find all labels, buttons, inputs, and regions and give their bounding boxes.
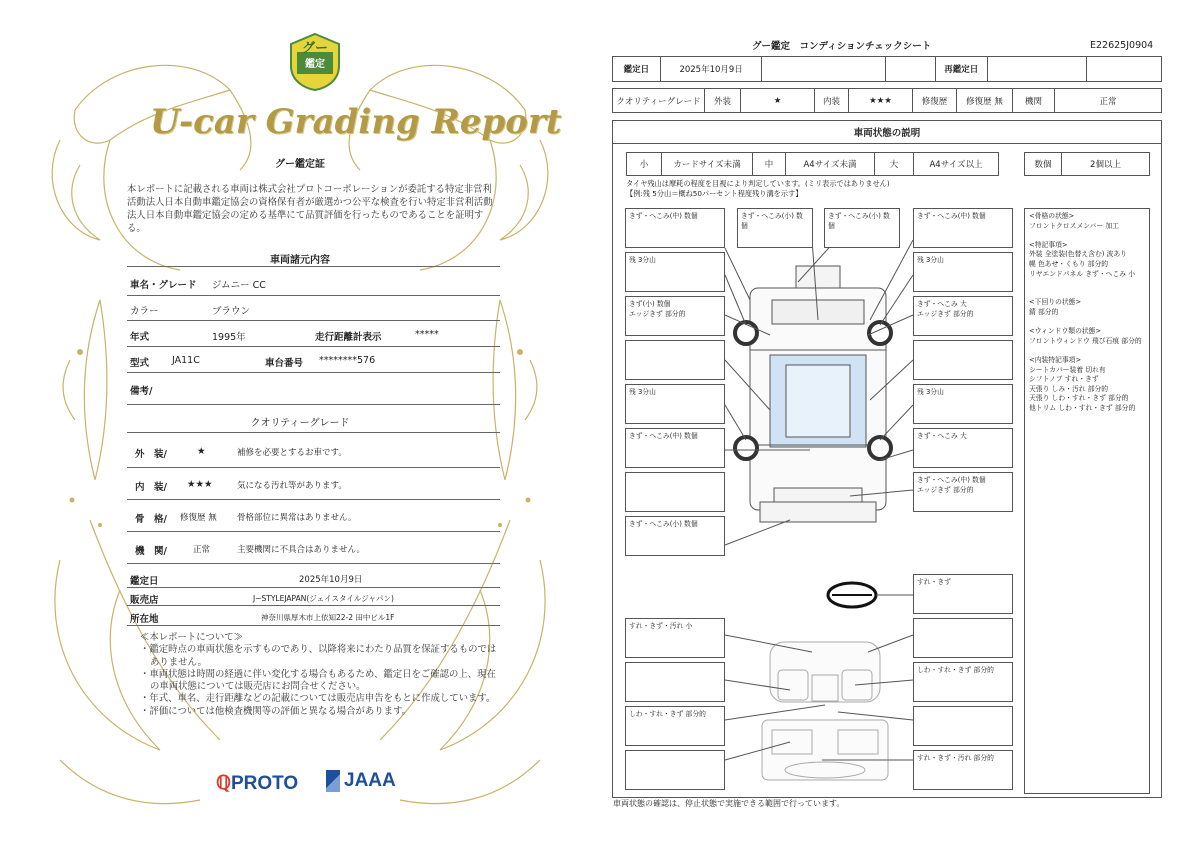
note-line xyxy=(1029,318,1145,328)
date-label: 鑑定日 xyxy=(613,57,661,81)
engine-desc: 主要機関に不具合はありません。 xyxy=(237,545,366,555)
damage-box-front-right: きず・へこみ(中) 数個 xyxy=(913,208,1013,248)
damage-box-right-door xyxy=(913,296,1013,336)
date-blank-2 xyxy=(886,57,936,81)
repair-label: 修復歴 xyxy=(913,89,957,112)
spec-top-rule xyxy=(127,266,500,267)
engine-grade: 正常 xyxy=(193,545,211,555)
report-notes xyxy=(140,632,500,718)
grade-row-interior xyxy=(127,468,500,500)
date-table xyxy=(612,56,1162,82)
jaaa-logo: JAAA xyxy=(326,770,396,792)
damage-box-rear xyxy=(913,472,1013,512)
repair-value: 修復歴 無 xyxy=(957,89,1013,112)
color-value: ブラウン xyxy=(212,306,251,317)
damage-box-top-1: きず・へこみ(小) 数個 xyxy=(737,208,813,248)
note-line: シートカバー装着 切れ有 xyxy=(1029,365,1106,374)
date-blank xyxy=(762,57,886,81)
damage-box-top-2: きず・へこみ(小) 数個 xyxy=(824,208,900,248)
note-line: <特記事項> xyxy=(1029,240,1068,249)
quality-grade-table xyxy=(612,88,1162,113)
damage-box-rear-left: きず・へこみ(中) 数個 xyxy=(625,428,725,468)
exterior-desc: 補修を必要とするお車です。 xyxy=(237,448,347,458)
note-line: <骨格の状態> xyxy=(1029,212,1075,220)
damage-line: エッジきず 部分的 xyxy=(917,486,974,494)
int-label: 内装 xyxy=(815,89,849,112)
interior-box-right-2: しわ・すれ・きず 部分的 xyxy=(913,662,1013,702)
address-value: 神奈川県厚木市上依知22-2 田中ビル1F xyxy=(261,613,395,622)
spec-row-color xyxy=(127,296,500,321)
condition-notes xyxy=(1024,208,1150,794)
model-label: 型式 xyxy=(130,358,150,369)
damage-line: きず(小) 数個 xyxy=(629,300,671,308)
exterior-grade: ★ xyxy=(197,446,206,457)
size-large-label: 大 xyxy=(874,152,914,176)
sheet-id: E22625J0904 xyxy=(1090,40,1154,51)
note-line: <内装特記事項> xyxy=(1029,355,1082,364)
info-row-date xyxy=(127,568,500,588)
interior-box-left-4 xyxy=(625,750,725,790)
sheet-title: グー鑑定 コンディションチェックシート xyxy=(752,41,932,52)
remarks-label: 備考/ xyxy=(130,386,153,397)
tyre-note xyxy=(626,179,890,199)
int-value: ★★★ xyxy=(849,89,913,112)
model-value: JA11C xyxy=(172,355,200,366)
logo-text-goo: グー xyxy=(301,41,328,56)
info-row-shop xyxy=(127,588,500,606)
spec-row-year xyxy=(127,321,500,347)
note-item: ・車両状態は時間の経過に伴い変化する場合もあるため、鑑定日をご確認の上、現在の車両状態については販売店にお問合せください。 xyxy=(140,668,496,693)
notes-title: ≪本レポートについて≫ xyxy=(140,632,243,643)
interior-box-left-3: しわ・すれ・きず 部分的 xyxy=(625,706,725,746)
size-mid-desc: A4サイズ未満 xyxy=(785,152,875,176)
interior-label: 内 装/ xyxy=(135,482,167,493)
name-value: ジムニー CC xyxy=(212,280,266,291)
ext-label: 外装 xyxy=(705,89,741,112)
grade-top-rule xyxy=(127,432,500,433)
damage-box-left-empty xyxy=(625,340,725,380)
note-item: ・年式、車名、走行距離などの記載については販売店申告をもとに作成しています。 xyxy=(140,693,496,705)
note-line: 外装 全塗装(色替え含む) 波あり xyxy=(1029,250,1127,259)
size-small-desc: カードサイズ未満 xyxy=(661,152,753,176)
address-label: 所在地 xyxy=(130,614,159,625)
tyre-note-line: タイヤ残山は摩耗の程度を目視により判定しています。(ミリ表示ではありません) xyxy=(626,179,890,188)
grade-row-engine xyxy=(127,532,500,564)
certificate-body: 本レポートに記載される車両は株式会社プロトコーポレーションが委託する特定非営利活動法人日本自動車鑑定協会の資格保有者が厳選かつ公平な検査を行い特定非営利活動法人日本自動車鑑定協会の定める基準にて品質評価を行ったものであることを証明する。 xyxy=(127,184,493,234)
exterior-label: 外 装/ xyxy=(135,449,167,460)
damage-line: きず・へこみ(中) 数個 xyxy=(917,476,986,484)
report-title: U-car Grading Report xyxy=(150,102,562,142)
qg-label: クオリティーグレード xyxy=(613,89,705,112)
note-line: フロントクロスメンバー 加工 xyxy=(1029,221,1119,230)
interior-box-right-1 xyxy=(913,618,1013,658)
interior-grade: ★★★ xyxy=(187,479,213,490)
logo-text-kantei: 鑑定 xyxy=(305,59,325,70)
note-line xyxy=(1029,289,1145,299)
engine-value: 正常 xyxy=(1099,96,1117,107)
damage-line: エッジきず 部分的 xyxy=(917,310,974,318)
spec-row-model xyxy=(127,347,500,373)
note-item: ・評価については他検査機関等の評価と異なる場合があります。 xyxy=(140,705,411,717)
tyre-box-rear-left: 残 3分山 xyxy=(625,384,725,424)
size-mid-label: 中 xyxy=(752,152,786,176)
engine-label: 機 関/ xyxy=(135,546,167,557)
note-line: 錆 部分的 xyxy=(1029,307,1059,316)
date-value: 2025年10月9日 xyxy=(661,57,763,81)
note-line xyxy=(1029,279,1145,289)
damage-box-left-door xyxy=(625,296,725,336)
shop-label: 販売店 xyxy=(130,595,159,606)
reinspect-value xyxy=(988,57,1088,81)
interior-box-right-3 xyxy=(913,706,1013,746)
mileage-label: 走行距離計表示 xyxy=(315,332,382,343)
frame-grade: 修復歴 無 xyxy=(180,513,217,523)
note-line: 幌 色あせ・くもり 部分的 xyxy=(1029,259,1109,268)
note-line: 天張り しみ・汚れ 部分的 xyxy=(1029,384,1109,393)
spec-row-name xyxy=(127,268,500,296)
note-line: 天張り しわ・すれ・きず 部分的 xyxy=(1029,394,1129,403)
engine-label: 機関 xyxy=(1013,89,1055,112)
condition-title: 車両状態の説明 xyxy=(612,120,1162,144)
note-line: <下回りの状態> xyxy=(1029,298,1082,307)
spec-row-remarks xyxy=(127,373,500,405)
damage-box-rear-bumper: きず・へこみ(小) 数個 xyxy=(625,516,725,556)
tyre-note-line: 【例:残 5分山＝概ね50パーセント程度残り溝を示す】 xyxy=(626,189,803,198)
count-value: 2個以上 xyxy=(1061,152,1150,176)
ext-value: ★ xyxy=(741,89,815,112)
proto-logo: ℚPROTO xyxy=(216,773,299,794)
note-line: リヤエンドパネル きず・へこみ 小 xyxy=(1029,269,1136,278)
color-label: カラー xyxy=(130,306,159,317)
note-line: <ウィンドウ類の状態> xyxy=(1029,327,1102,336)
mileage-value: ***** xyxy=(415,329,439,340)
spec-heading: 車両諸元内容 xyxy=(270,255,330,266)
footer-note: 車両状態の確認は、停止状態で実施できる範囲で行っています。 xyxy=(613,799,845,808)
certificate-heading: グー鑑定証 xyxy=(275,159,325,170)
frame-desc: 骨格部位に異常はありません。 xyxy=(237,513,357,523)
reinspect-blank xyxy=(1087,57,1161,81)
damage-line: きず・へこみ 大 xyxy=(917,300,967,308)
inspect-date-value: 2025年10月9日 xyxy=(299,575,363,585)
note-line: シフトノブ すれ・きず xyxy=(1029,375,1099,384)
grade-row-frame xyxy=(127,500,500,532)
tyre-box-front-right: 残 3分山 xyxy=(913,252,1013,292)
count-label: 数個 xyxy=(1024,152,1062,176)
interior-box-right-4: すれ・きず・汚れ 部分的 xyxy=(913,750,1013,790)
size-large-desc: A4サイズ以上 xyxy=(913,152,999,176)
interior-box-left-2 xyxy=(625,662,725,702)
grade-row-exterior xyxy=(127,434,500,468)
interior-box-steering: すれ・きず xyxy=(913,574,1013,614)
damage-line: エッジきず 部分的 xyxy=(629,310,686,318)
damage-box-left-empty-2 xyxy=(625,472,725,512)
info-row-address xyxy=(127,606,500,626)
year-value: 1995年 xyxy=(212,332,246,343)
shop-value: J−STYLEJAPAN(ジェイスタイルジャパン) xyxy=(253,594,394,603)
tyre-box-rear-right: 残 3分山 xyxy=(913,384,1013,424)
note-line: フロントウィンドウ 飛び石痕 部分的 xyxy=(1029,336,1142,345)
size-small-label: 小 xyxy=(626,152,662,176)
chassis-value: ********576 xyxy=(319,355,376,366)
note-line: 他トリム しわ・すれ・きず 部分的 xyxy=(1029,403,1136,412)
interior-box-left-1: すれ・きず・汚れ 小 xyxy=(625,618,725,658)
note-line xyxy=(1029,346,1145,356)
goo-kantei-logo xyxy=(287,32,343,92)
name-label: 車名・グレード xyxy=(130,280,197,291)
reinspect-label: 再鑑定日 xyxy=(936,57,988,81)
note-line xyxy=(1029,231,1145,241)
frame-label: 骨 格/ xyxy=(135,514,167,525)
year-label: 年式 xyxy=(130,332,150,343)
damage-box-rear-right: きず・へこみ 大 xyxy=(913,428,1013,468)
note-item: ・鑑定時点の車両状態を示すものであり、以降将来にわたり品質を保証するものではありません。 xyxy=(140,644,497,668)
tyre-box-front-left: 残 3分山 xyxy=(625,252,725,292)
damage-box-front-left: きず・へこみ(中) 数個 xyxy=(625,208,725,248)
damage-box-right-empty xyxy=(913,340,1013,380)
interior-desc: 気になる汚れ等があります。 xyxy=(237,481,347,491)
inspect-date-label: 鑑定日 xyxy=(130,576,159,587)
quality-grade-heading: クオリティーグレード xyxy=(250,418,350,429)
chassis-label: 車台番号 xyxy=(265,358,304,369)
